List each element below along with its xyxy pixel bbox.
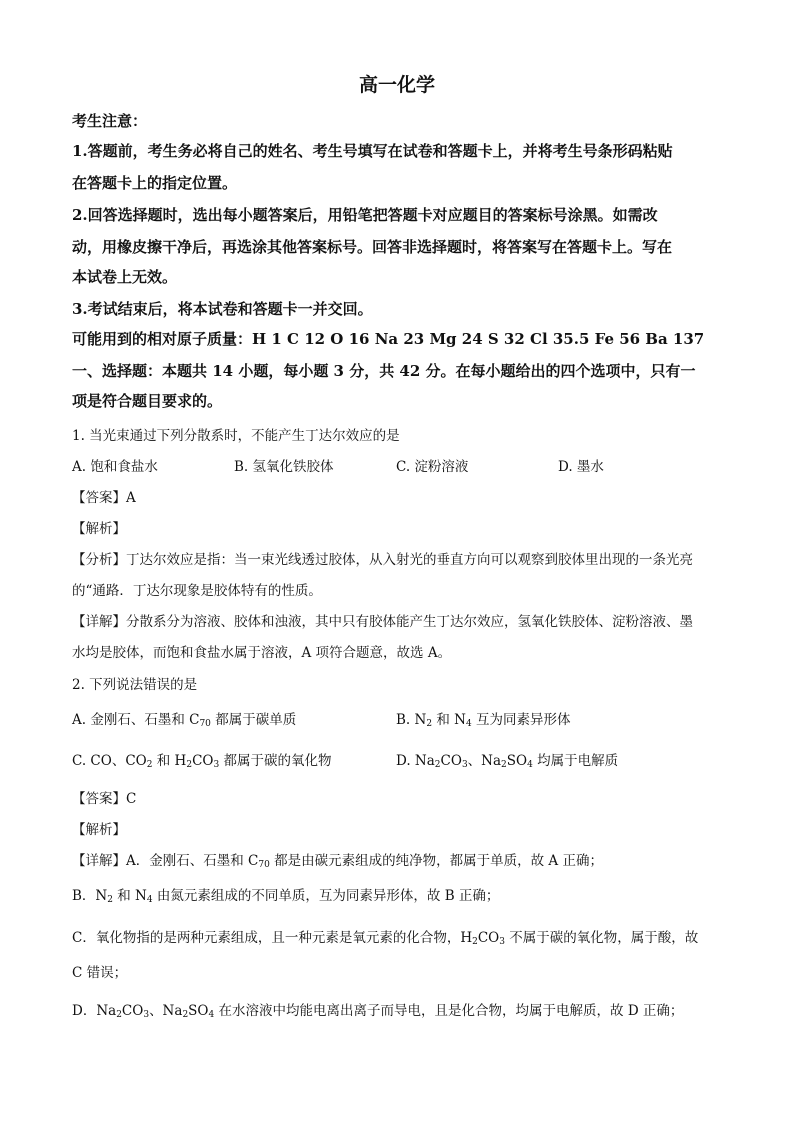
q2-option-b: B. $N_2$ 和 $N_4$ 互为同素异形体 [396,712,571,729]
notice-item-2b: 动，用橡皮擦干净后，再选涂其他答案标号。回答非选择题时，将答案写在答题卡上。写在 [72,238,673,256]
q2-stem: 2. 下列说法错误的是 [72,677,198,693]
q2-analysis-label: 【解析】 [72,822,126,838]
q2-detail-b: B．$N_2$ 和 $N_4$ 由氮元素组成的不同单质，互为同素异形体，故 B 正确； [72,888,500,905]
page-title: 高一化学 [358,74,435,96]
q1-analysis-label: 【解析】 [72,521,126,537]
notice-item-1b: 在答题卡上的指定位置。 [72,174,238,192]
q1-option-d: D. 墨水 [558,459,604,475]
q1-answer: 【答案】A [72,490,136,506]
q2-detail-d: D．$Na_2CO_3$、$Na_2SO_4$ 在水溶液中均能电离出离子而导电，且是化合物，均属于电解质，故 D 正确； [72,1003,684,1020]
notice-heading: 考生注意： [72,112,148,130]
notice-item-3: 3.考试结束后，将本试卷和答题卡一并交回。 [72,300,373,318]
q2-option-a: A. 金刚石、石墨和 $C_{70}$ 都属于碳单质 [72,712,297,729]
notice-item-2c: 本试卷上无效。 [72,268,178,286]
q1-stem: 1. 当光束通过下列分散系时，不能产生丁达尔效应的是 [72,428,400,444]
atomic-masses: 可能用到的相对原子质量：H 1 C 12 O 16 Na 23 Mg 24 S 32 Cl 35.5 Fe 56 Ba 137 [72,330,705,348]
notice-item-1a: 1.答题前，考生务必将自己的姓名、考生号填写在试卷和答题卡上，并将考生号条形码粘贴 [72,142,673,160]
q2-detail-a: 【详解】A．金刚石、石墨和 $C_{70}$ 都是由碳元素组成的纯净物，都属于单质，故 A 正确； [72,853,603,870]
q2-detail-c2: C 错误； [72,965,128,981]
notice-item-2a: 2.回答选择题时，选出每小题答案后，用铅笔把答题卡对应题目的答案标号涂黑。如需改 [72,206,658,224]
q2-detail-c: C．氧化物指的是两种元素组成，且一种元素是氧元素的化合物，$H_2CO_3$ 不属于碳的氧化物，属于酸，故 [72,930,699,947]
q1-fenxi-a: 【分析】丁达尔效应是指：当一束光线透过胶体，从入射光的垂直方向可以观察到胶体里出现的一条光亮 [72,552,693,568]
q1-option-a: A. 饱和食盐水 [72,459,158,475]
q2-answer: 【答案】C [72,791,137,807]
q1-option-c: C. 淀粉溶液 [396,459,469,475]
q1-fenxi-b: 的“通路．丁达尔现象是胶体特有的性质。 [72,583,322,599]
section-heading-a: 一、选择题：本题共 14 小题，每小题 3 分，共 42 分。在每小题给出的四个选项中，只有一 [72,362,696,380]
q2-option-c: C. CO、$CO_2$ 和 $H_2CO_3$ 都属于碳的氧化物 [72,753,332,770]
q1-detail-a: 【详解】分散系分为溶液、胶体和浊液，其中只有胶体能产生丁达尔效应，氢氧化铁胶体、淀粉溶液、墨 [72,614,693,630]
q2-option-d: D. $Na_2CO_3$、$Na_2SO_4$ 均属于电解质 [396,753,619,770]
section-heading-b: 项是符合题目要求的。 [72,392,223,410]
q1-option-b: B. 氢氧化铁胶体 [234,459,334,475]
q1-detail-b: 水均是胶体，而饱和食盐水属于溶液，A 项符合题意，故选 A。 [72,645,452,661]
